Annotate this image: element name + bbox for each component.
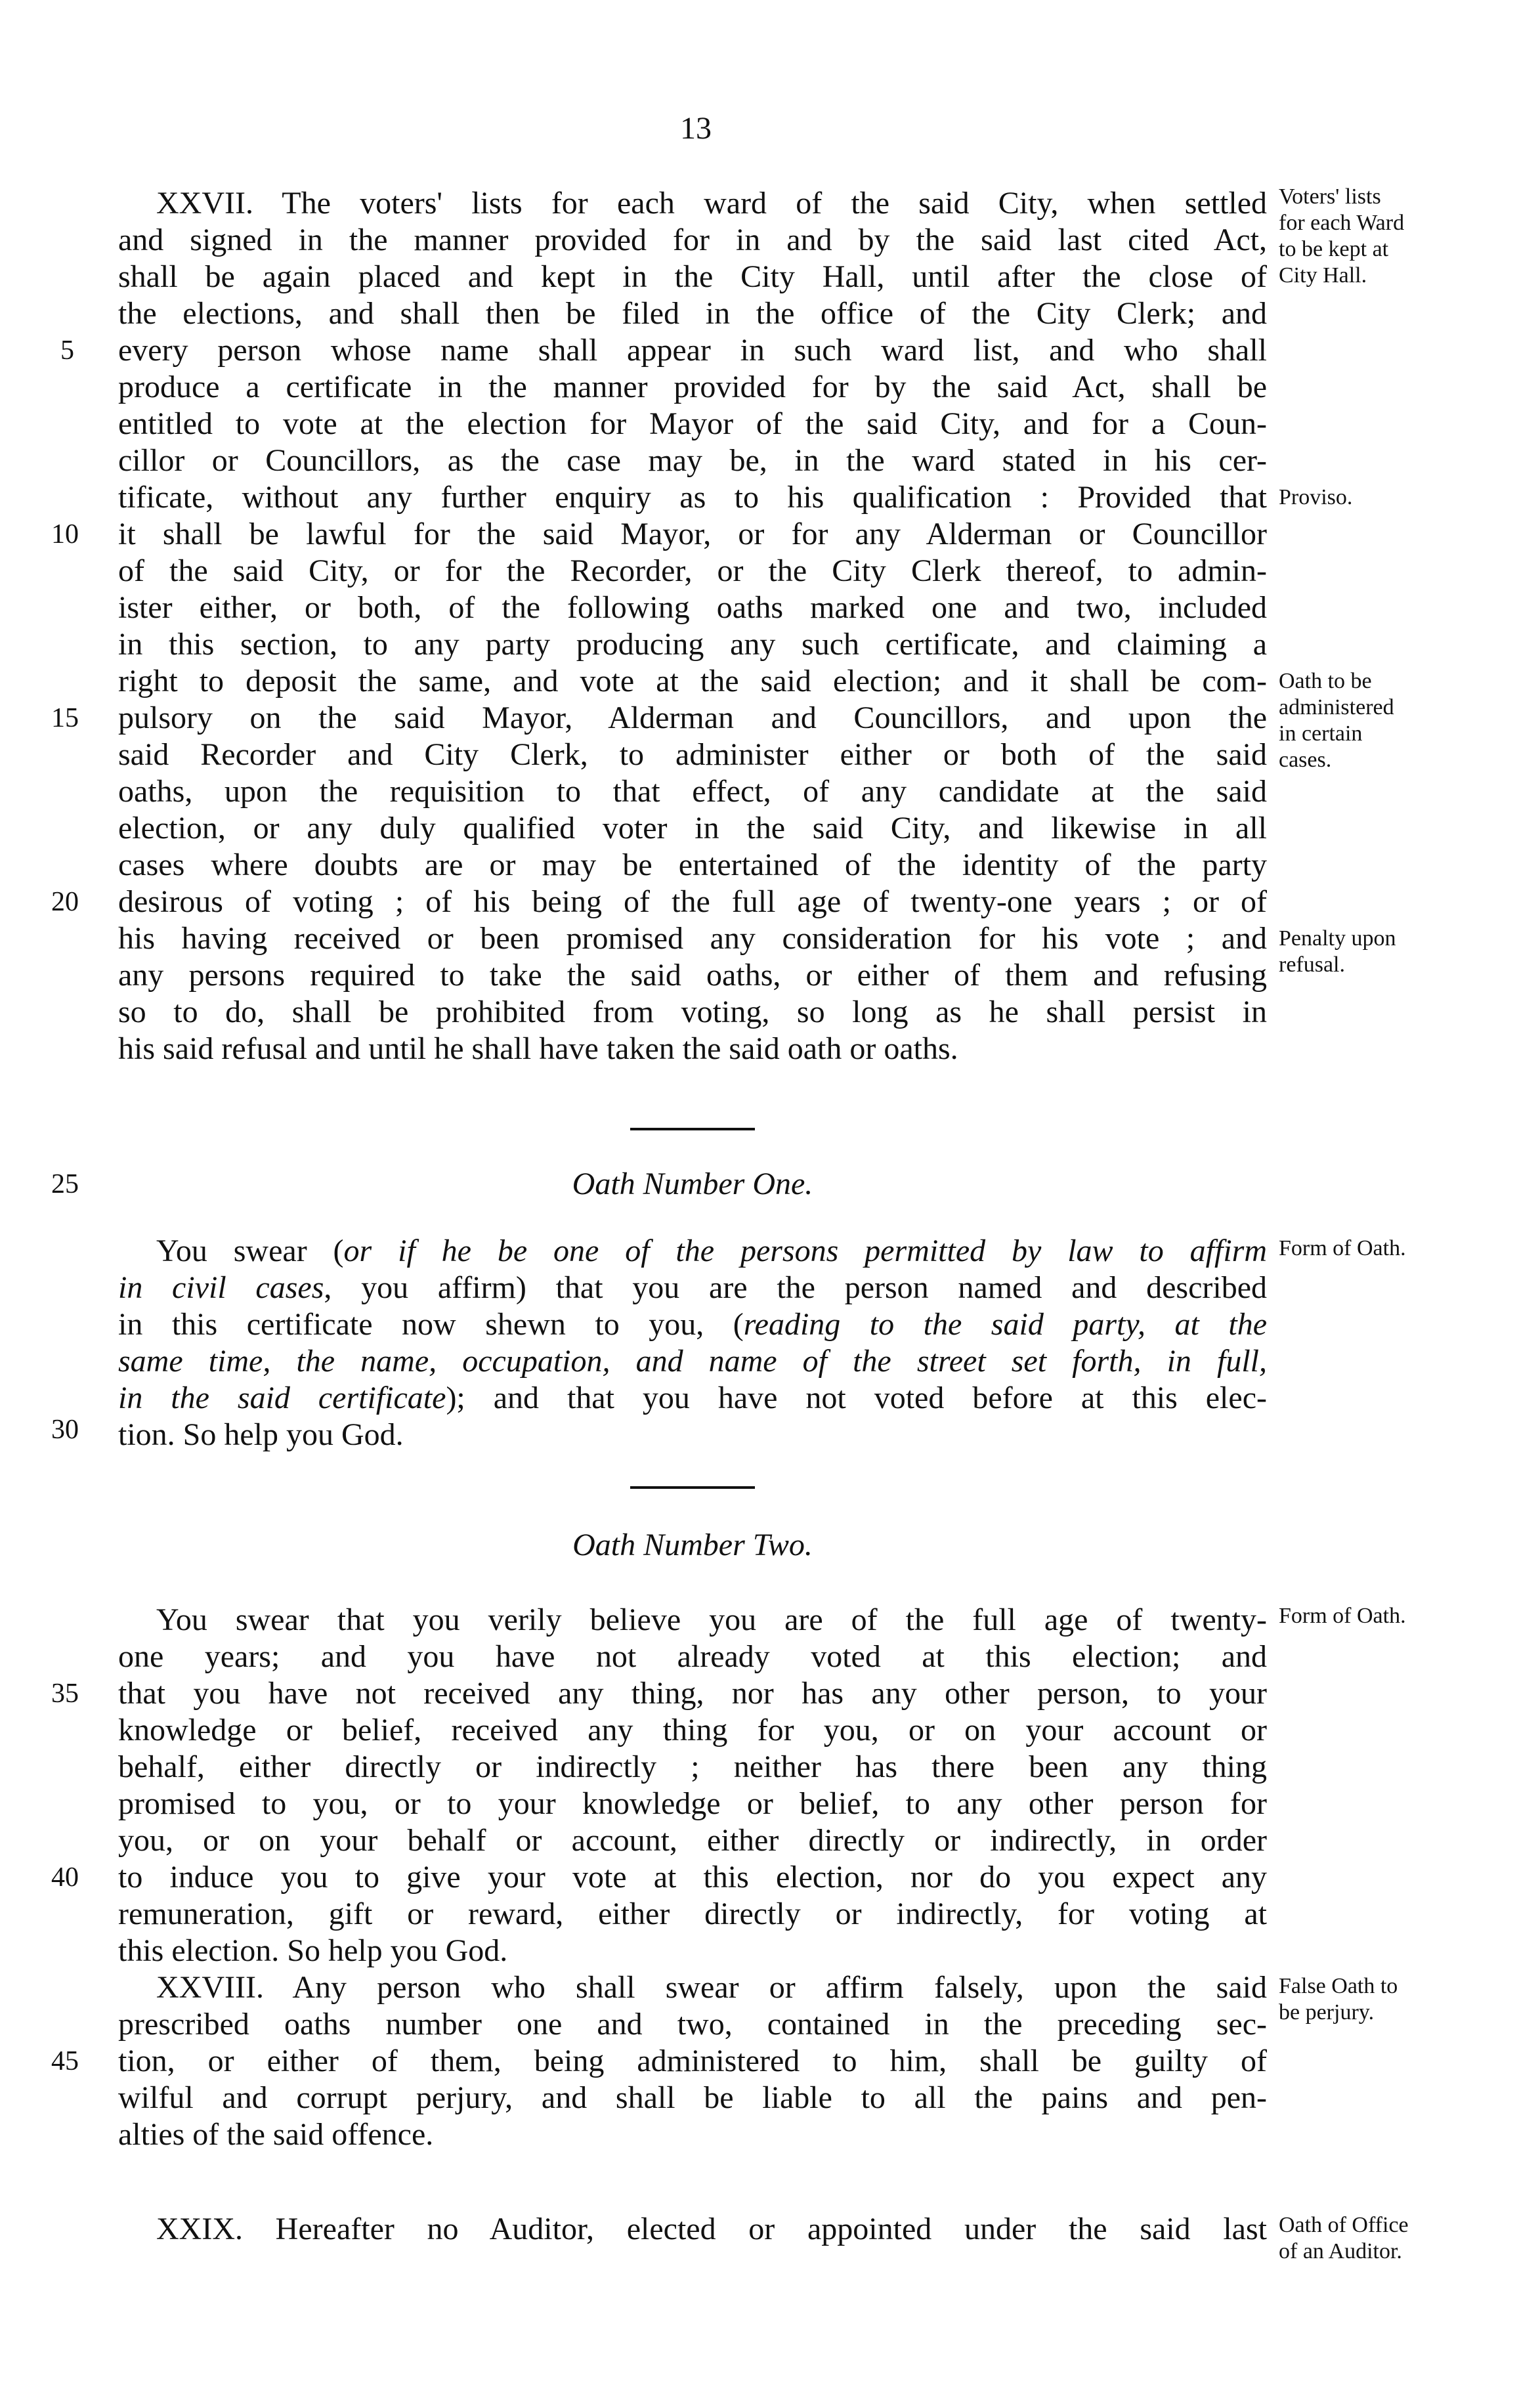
text-line: entitled to vote at the election for Mayor of the said City, and for a Coun- [118, 406, 1267, 441]
text-line: remuneration, gift or reward, either directly or indirectly, for voting at [118, 1896, 1267, 1931]
text-line: XXVII. The voters' lists for each ward of the said City, when settled [156, 186, 1267, 221]
text-line: same time, the name, occupation, and name of the street set forth, in full, [118, 1344, 1267, 1379]
text-line: his said refusal and until he shall have taken the said oath or oaths. [118, 1031, 958, 1066]
margin-note: Penalty upon refusal. [1279, 926, 1396, 977]
text-line: in this certificate now shewn to you, (reading to the said party, at the [118, 1307, 1268, 1342]
line-number: 5 [60, 335, 74, 366]
text-line: alties of the said offence. [118, 2117, 434, 2152]
text-line: produce a certificate in the manner provided for by the said Act, shall be [118, 370, 1267, 404]
margin-note: Proviso. [1279, 485, 1353, 509]
text-line: You swear that you verily believe you are of the full age of twenty- [156, 1602, 1267, 1637]
line-number: 35 [51, 1679, 79, 1709]
text-line: ister either, or both, of the following oaths marked one and two, included [118, 590, 1267, 625]
text-line: of the said City, or for the Recorder, or the City Clerk thereof, to admin- [118, 553, 1267, 588]
text-line: his having received or been promised any consideration for his vote ; and [118, 921, 1267, 956]
text-line: the elections, and shall then be filed in the office of the City Clerk; and [118, 296, 1267, 331]
text-line: right to deposit the same, and vote at the said election; and it shall be com- [118, 664, 1267, 698]
text-line: election, or any duly qualified voter in the said City, and likewise in all [118, 811, 1267, 846]
text-line: behalf, either directly or indirectly ; neither has there been any thing [118, 1749, 1267, 1784]
margin-note: Form of Oath. [1279, 1236, 1406, 1260]
text-line: said Recorder and City Clerk, to administer either or both of the said [118, 737, 1267, 772]
text-line: to induce you to give your vote at this election, nor do you expect any [118, 1860, 1267, 1895]
text-line: one years; and you have not already voted at this election; and [118, 1639, 1267, 1674]
text-line: wilful and corrupt perjury, and shall be liable to all the pains and pen- [118, 2080, 1267, 2115]
margin-note: Form of Oath. [1279, 1604, 1406, 1628]
text-line: tion. So help you God. [118, 1417, 404, 1452]
text-line: You swear (or if he be one of the persons permitted by law to affirm [156, 1233, 1268, 1268]
text-line: desirous of voting ; of his being of the full age of twenty-one years ; or of [118, 884, 1267, 919]
text-line: XXVIII. Any person who shall swear or affirm falsely, upon the said [156, 1970, 1267, 2005]
text-line: promised to you, or to your knowledge or belief, to any other person for [118, 1786, 1267, 1821]
text-line: so to do, shall be prohibited from voting, so long as he shall persist in [118, 995, 1267, 1029]
text-line: any persons required to take the said oaths, or either of them and refusing [118, 958, 1267, 993]
text-line: knowledge or belief, received any thing for you, or on your account or [118, 1713, 1267, 1747]
line-number: 20 [51, 887, 79, 917]
text-line: in the said certificate); and that you have not voted before at this elec- [118, 1381, 1267, 1415]
text-line: pulsory on the said Mayor, Alderman and Councillors, and upon the [118, 700, 1267, 735]
text-line: in this section, to any party producing any such certificate, and claiming a [118, 627, 1267, 662]
text-line: in civil cases, you affirm) that you are the person named and described [118, 1270, 1268, 1305]
text-line: tion, or either of them, being administered to him, shall be guilty of [118, 2044, 1267, 2078]
line-number: 45 [51, 2046, 79, 2076]
oath-heading: Oath Number Two. [572, 1528, 813, 1562]
line-number: 15 [51, 703, 79, 733]
oath-heading: Oath Number One. [572, 1167, 813, 1201]
text-line: that you have not received any thing, nor has any other person, to your [118, 1676, 1267, 1711]
text-line: and signed in the manner provided for in and by the said last cited Act, [118, 223, 1267, 257]
divider [630, 1128, 755, 1130]
margin-note: Voters' lists for each Ward to be kept at City Hall. [1279, 184, 1405, 288]
text-line: tificate, without any further enquiry as to his qualification : Provided that [118, 480, 1267, 515]
line-number: 25 [51, 1169, 79, 1199]
text-line: you, or on your behalf or account, either directly or indirectly, in order [118, 1823, 1267, 1858]
text-line: it shall be lawful for the said Mayor, or for any Alderman or Councillor [118, 517, 1267, 551]
margin-note: Oath to be administered in certain cases. [1279, 669, 1394, 772]
page-number: 13 [680, 111, 712, 146]
text-line: XXIX. Hereafter no Auditor, elected or appointed under the said last [156, 2212, 1267, 2246]
line-number: 10 [51, 519, 79, 549]
divider [630, 1486, 755, 1489]
text-line: every person whose name shall appear in such ward list, and who shall [118, 333, 1267, 368]
line-number: 30 [51, 1415, 79, 1445]
line-number: 40 [51, 1862, 79, 1893]
text-line: shall be again placed and kept in the City Hall, until after the close of [118, 259, 1267, 294]
margin-note: Oath of Office of an Auditor. [1279, 2213, 1409, 2263]
text-line: prescribed oaths number one and two, contained in the preceding sec- [118, 2007, 1267, 2042]
text-line: oaths, upon the requisition to that effect, of any candidate at the said [118, 774, 1267, 809]
text-line: cases where doubts are or may be entertained of the identity of the party [118, 847, 1267, 882]
text-line: cillor or Councillors, as the case may be, in the ward stated in his cer- [118, 443, 1267, 478]
margin-note: False Oath to be perjury. [1279, 1974, 1398, 2025]
text-line: this election. So help you God. [118, 1933, 508, 1968]
